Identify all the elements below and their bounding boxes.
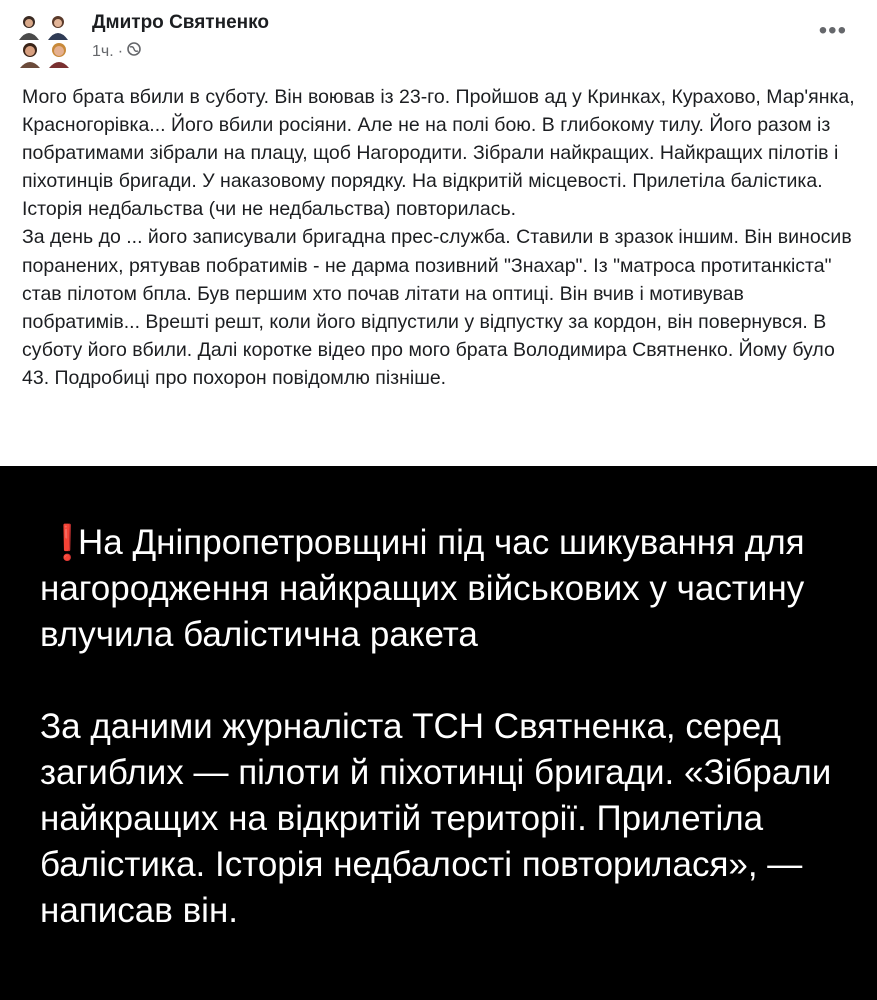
post-body bbox=[22, 83, 867, 392]
post-author[interactable]: Дмитро Святненко bbox=[92, 12, 269, 33]
caption-body: За даними журналіста ТСН Святненка, серед загиблих — пілоти й піхотинці бригади. «Зібрали найкращих на відкритій території. Прилетіла балістика. Історія недбалості повторилася», — написав він. bbox=[40, 707, 832, 930]
meta-separator: · bbox=[117, 42, 124, 60]
post-time[interactable]: 1ч. bbox=[92, 42, 114, 60]
more-options-icon[interactable]: ••• bbox=[818, 17, 847, 44]
facebook-post bbox=[0, 0, 877, 466]
caption-headline: На Дніпропетровщині під час шикування для нагородження найкращих військових у частину влучила балістична ракета bbox=[40, 523, 805, 654]
post-paragraph: За день до ... його записували бригадна прес-служба. Ставили в зразок іншим. Він виносив поранених, рятував побратимів - не дарма позивний "Знахар". Із "матроса протитанкіста" став пілотом бпла. Був першим хто почав літати на оптиці. Він вчив і мотивував побратимів... Врешті решт, коли його відпустили у відпустку за кордон, він повернувся. В суботу його вбили. Далі коротке відео про мого брата Володимира Святненко. Йому було 43. Подробиці про похорон повідомлю пізніше. bbox=[22, 226, 852, 389]
post-meta bbox=[92, 42, 141, 61]
group-avatar-icon[interactable] bbox=[16, 12, 78, 68]
post-paragraph: Мого брата вбили в суботу. Він воював із 23-го. Пройшов ад у Кринках, Курахово, Мар'янка, Красногорівка... Його вбили росіяни. Але не на полі бою. В глибокому тилу. Його разом із побратимами зібрали на плацу, щоб Нагородити. Зібрали найкращих. Найкращих пілотів і піхотинців бригади. У наказовому порядку. На відкритій місцевості. Прилетіла балістика. Історія недбальства (чи не недбальства) повторилась. bbox=[22, 86, 855, 221]
caption-headline-block bbox=[40, 520, 860, 658]
news-caption bbox=[40, 520, 860, 934]
globe-icon bbox=[127, 42, 141, 61]
exclamation-icon: ❗ bbox=[46, 524, 89, 562]
